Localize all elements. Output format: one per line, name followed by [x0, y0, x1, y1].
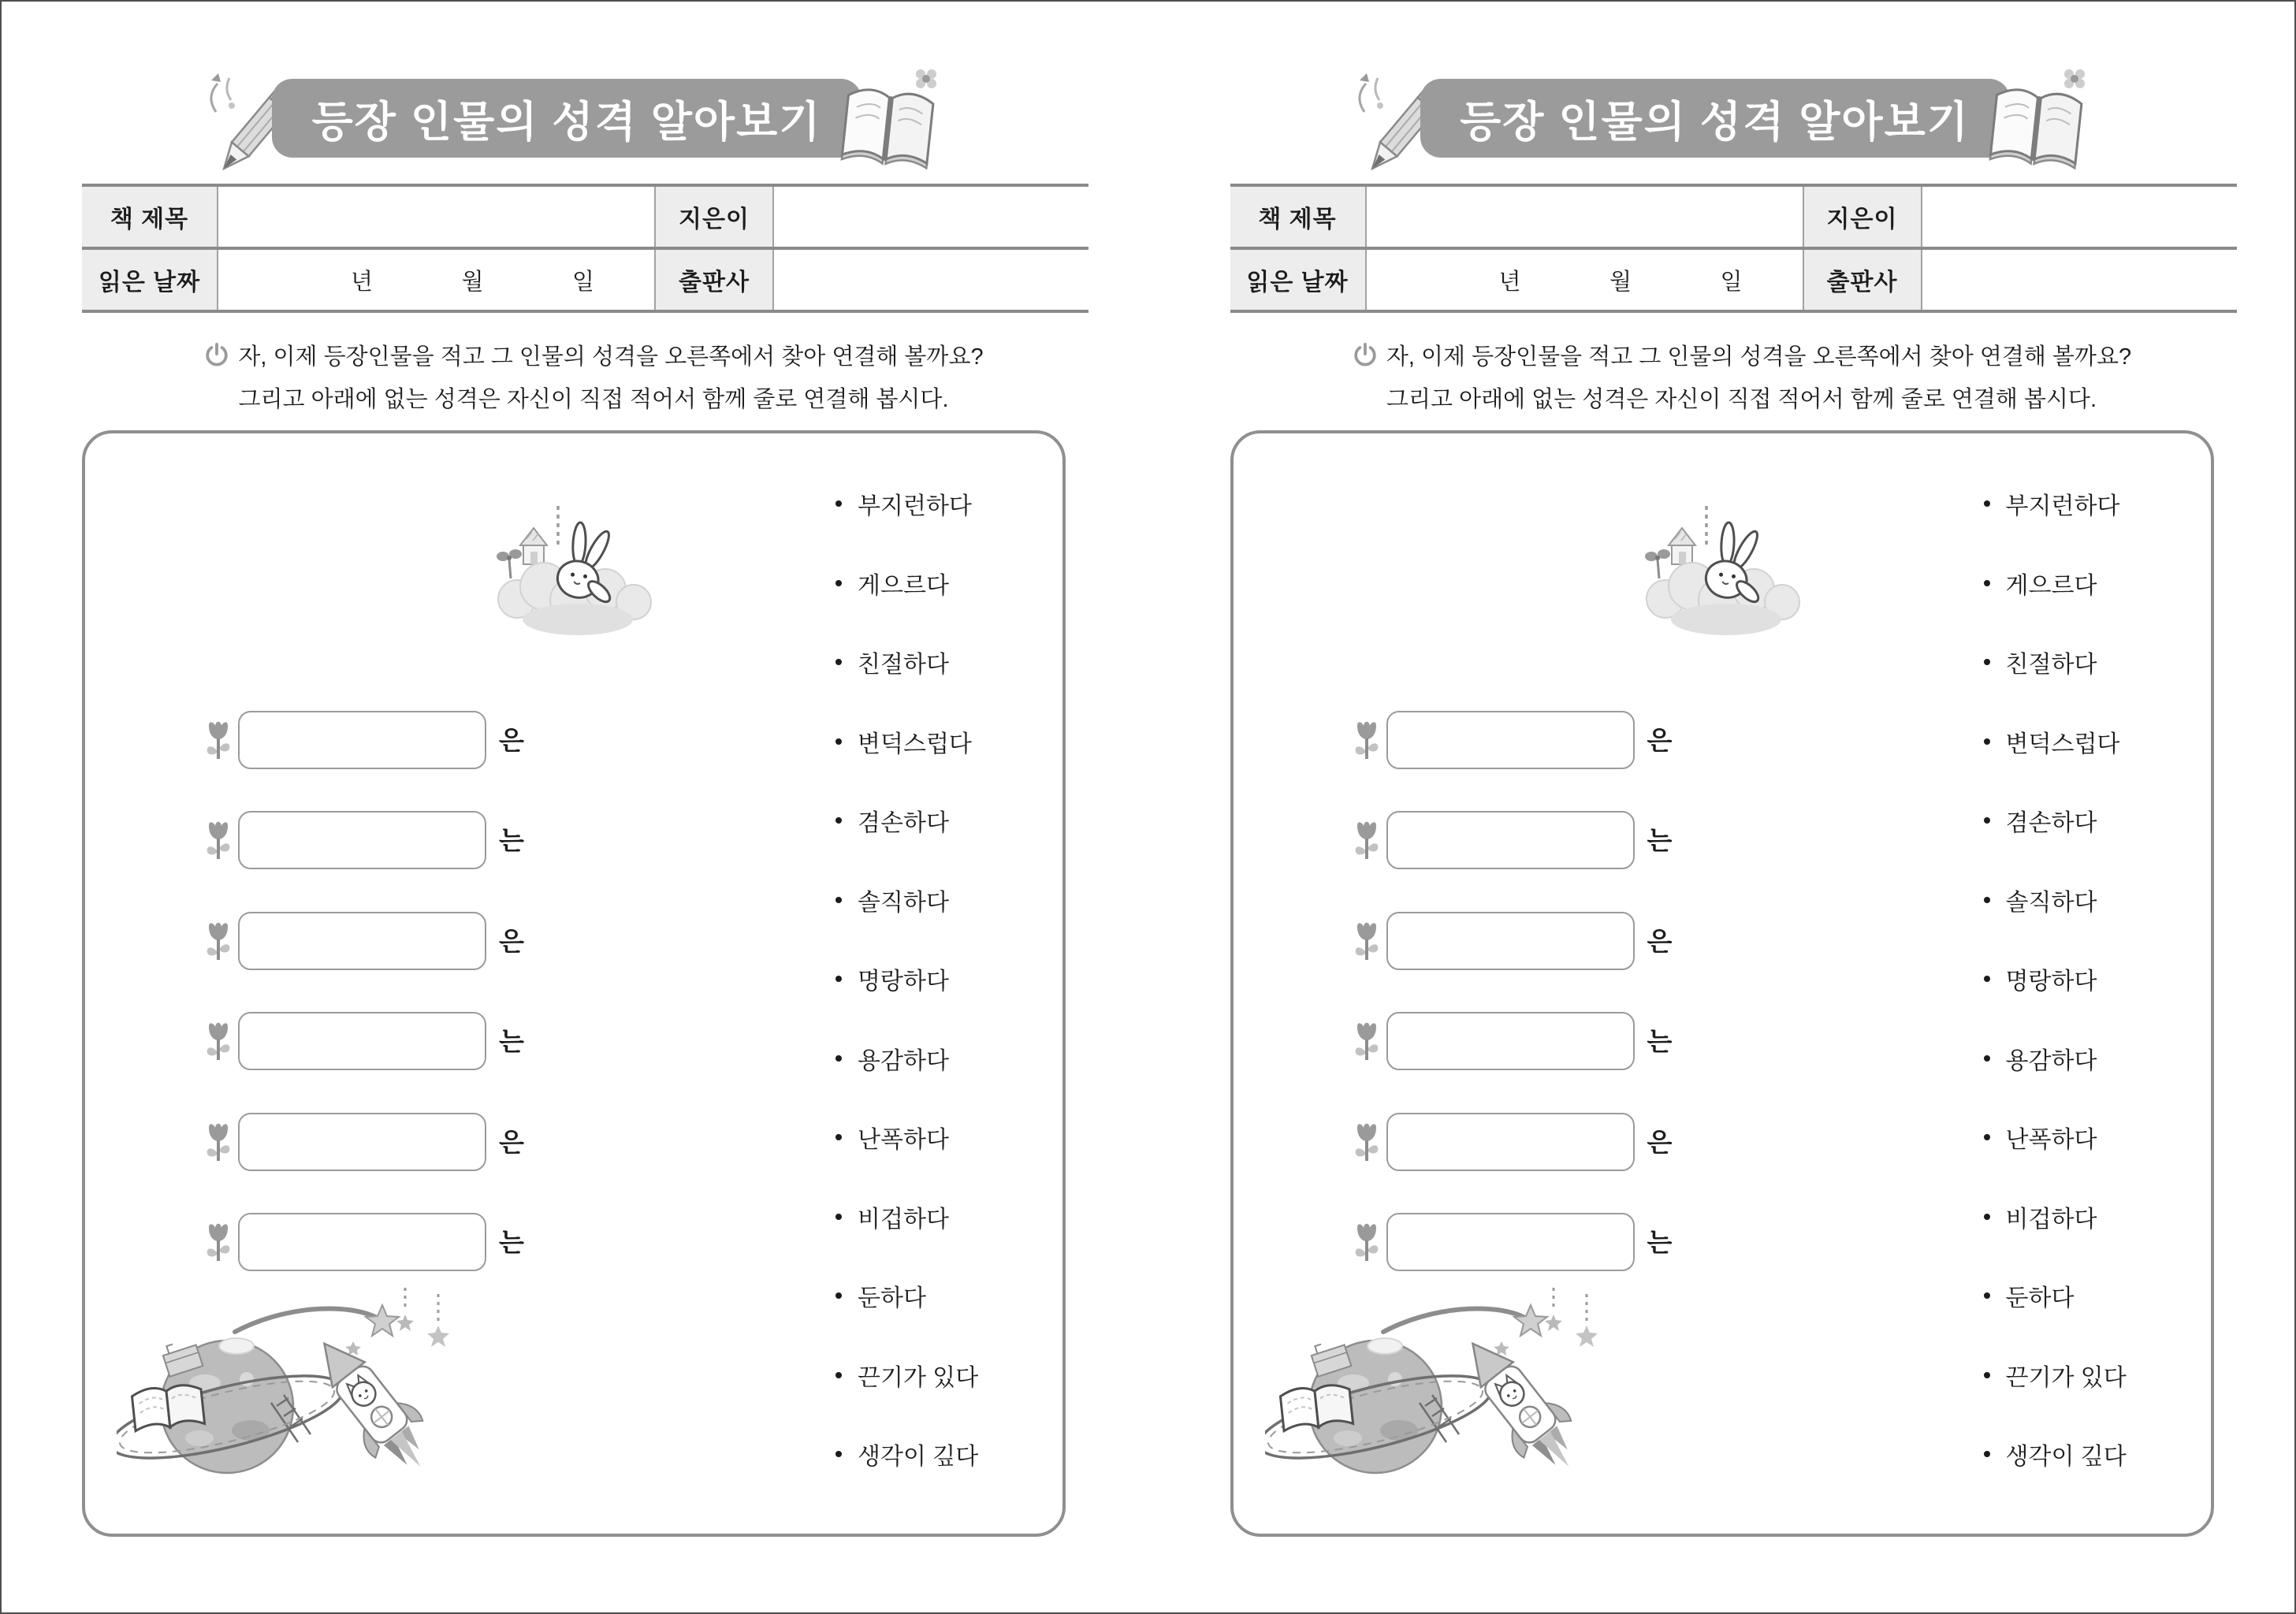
publisher-label: 출판사: [655, 248, 773, 311]
connector-dot[interactable]: [1984, 580, 1990, 586]
connector-dot[interactable]: [1984, 500, 1990, 507]
particle-label: 은: [499, 926, 524, 956]
trait-label: 솔직하다: [2005, 889, 2097, 916]
connector-dot[interactable]: [1984, 976, 1990, 982]
book-info-table: [1230, 184, 2237, 313]
trait-item: [1984, 805, 2097, 836]
trait-item: [835, 1201, 949, 1233]
month-unit-label: 월: [461, 269, 484, 295]
particle-label: 은: [1647, 1127, 1673, 1157]
author-field[interactable]: [773, 185, 1088, 248]
trait-label: 게으르다: [858, 572, 949, 599]
connector-dot[interactable]: [1984, 1372, 1990, 1378]
trait-label: 게으르다: [2005, 572, 2097, 599]
trait-item: [835, 1121, 949, 1153]
connector-dot[interactable]: [835, 1214, 842, 1220]
open-book-icon: [1981, 60, 2093, 186]
trait-label: 난폭하다: [2005, 1127, 2097, 1153]
particle-label: 는: [1647, 1026, 1673, 1056]
page-title: 등장 인물의 성격 알아보기: [1460, 98, 1970, 146]
power-icon: [1352, 342, 1379, 369]
instruction-line1: 자, 이제 등장인물을 적고 그 인물의 성격을 오른쪽에서 찾아 연결해 볼까요?: [238, 344, 984, 370]
title-banner: [272, 79, 861, 158]
trait-label: 비겁하다: [2005, 1206, 2097, 1233]
day-unit-label: 일: [1720, 269, 1743, 295]
worksheet-box: [82, 430, 1066, 1537]
trait-item: [1984, 1438, 2127, 1470]
year-unit-label: 년: [351, 269, 374, 295]
open-book-icon: [832, 60, 944, 186]
worksheet-box: [1230, 430, 2214, 1537]
publisher-field[interactable]: [773, 248, 1088, 311]
trait-label: 생각이 깊다: [2005, 1444, 2127, 1470]
particle-label: 은: [499, 1127, 524, 1157]
trait-item: [1984, 1043, 2097, 1074]
publisher-label: 출판사: [1803, 248, 1922, 311]
connector-dot[interactable]: [1984, 897, 1990, 903]
connector-dot[interactable]: [835, 1292, 842, 1299]
connector-dot[interactable]: [1984, 1055, 1990, 1062]
power-icon: [203, 342, 230, 369]
trait-label: 변덕스럽다: [858, 731, 972, 757]
trait-label: 솔직하다: [858, 889, 949, 916]
connector-dot[interactable]: [1984, 1451, 1990, 1457]
trait-item: [1984, 1121, 2097, 1153]
connector-dot[interactable]: [835, 897, 842, 903]
trait-item: [1984, 884, 2097, 916]
trait-label: 부지런하다: [858, 493, 972, 519]
connector-dot[interactable]: [835, 580, 842, 586]
trait-label: 명랑하다: [2005, 969, 2097, 995]
trait-label: 비겁하다: [858, 1206, 949, 1233]
book-info-table: [82, 184, 1088, 313]
instructions: [20, 339, 1148, 414]
book-title-field[interactable]: [1366, 185, 1803, 248]
trait-label: 둔하다: [858, 1285, 926, 1311]
particle-label: 는: [1647, 1227, 1673, 1257]
trait-item: [835, 1280, 926, 1311]
connector-dot[interactable]: [835, 1451, 842, 1457]
trait-label: 친절하다: [858, 652, 949, 678]
particle-label: 은: [1647, 926, 1673, 956]
trait-label: 명랑하다: [858, 969, 949, 995]
trait-item: [835, 805, 949, 836]
trait-label: 용감하다: [858, 1047, 949, 1074]
connector-dot[interactable]: [835, 1372, 842, 1378]
connector-dot[interactable]: [835, 976, 842, 982]
trait-item: [1984, 488, 2120, 519]
trait-item: [835, 884, 949, 916]
trait-item: [835, 567, 949, 599]
connector-dot[interactable]: [1984, 817, 1990, 824]
worksheet-page: [1148, 0, 2296, 1614]
trait-label: 난폭하다: [858, 1127, 949, 1153]
book-title-field[interactable]: [218, 185, 655, 248]
particle-label: 는: [499, 825, 524, 855]
connector-dot[interactable]: [1984, 1292, 1990, 1299]
trait-item: [1984, 1201, 2097, 1233]
trait-item: [835, 726, 972, 757]
connector-dot[interactable]: [835, 817, 842, 824]
trait-item: [835, 1359, 978, 1391]
publisher-field[interactable]: [1922, 248, 2237, 311]
trait-label: 생각이 깊다: [858, 1444, 979, 1470]
title-banner: [1420, 79, 2010, 158]
book-title-label: 책 제목: [1230, 185, 1366, 248]
trait-label: 부지런하다: [2005, 493, 2120, 519]
trait-item: [1984, 567, 2097, 599]
trait-item: [1984, 726, 2120, 757]
instruction-line2: 그리고 아래에 없는 성격은 자신이 직접 적어서 함께 줄로 연결해 봅시다.: [1386, 387, 2097, 412]
connector-dot[interactable]: [835, 1134, 842, 1140]
connector-dot[interactable]: [835, 1055, 842, 1062]
trait-item: [835, 1438, 978, 1470]
trait-label: 둔하다: [2005, 1285, 2075, 1311]
read-date-field[interactable]: [1366, 248, 1803, 311]
particle-label: 는: [499, 1026, 524, 1056]
particle-label: 은: [499, 725, 524, 755]
trait-label: 친절하다: [2005, 652, 2097, 678]
date-units: [218, 264, 654, 296]
connector-dot[interactable]: [1984, 1214, 1990, 1220]
month-unit-label: 월: [1609, 269, 1632, 295]
trait-item: [1984, 646, 2097, 678]
trait-label: 겸손하다: [2005, 810, 2097, 836]
trait-label: 끈기가 있다: [858, 1364, 979, 1391]
instruction-line1: 자, 이제 등장인물을 적고 그 인물의 성격을 오른쪽에서 찾아 연결해 볼까요?: [1386, 344, 2132, 370]
particle-label: 는: [1647, 825, 1673, 855]
trait-item: [835, 1043, 949, 1074]
page-title: 등장 인물의 성격 알아보기: [311, 98, 822, 146]
particle-label: 는: [499, 1227, 524, 1257]
planet-and-rocket-illustration: [117, 1285, 463, 1505]
planet-and-rocket-illustration: [1265, 1285, 1612, 1505]
instruction-line2: 그리고 아래에 없는 성격은 자신이 직접 적어서 함께 줄로 연결해 봅시다.: [238, 387, 949, 412]
connector-dot[interactable]: [1984, 659, 1990, 665]
trait-label: 용감하다: [2005, 1047, 2097, 1074]
trait-label: 변덕스럽다: [2005, 731, 2120, 757]
instructions: [1168, 339, 2296, 414]
connector-dot[interactable]: [1984, 738, 1990, 745]
read-date-label: 읽은 날짜: [1230, 248, 1366, 311]
trait-item: [1984, 1280, 2075, 1311]
book-title-label: 책 제목: [82, 185, 218, 248]
trait-item: [1984, 963, 2097, 995]
author-field[interactable]: [1922, 185, 2237, 248]
connector-dot[interactable]: [835, 738, 842, 745]
connector-dot[interactable]: [835, 500, 842, 507]
read-date-label: 읽은 날짜: [82, 248, 218, 311]
date-units: [1367, 264, 1803, 296]
trait-item: [835, 646, 949, 678]
particle-label: 은: [1647, 725, 1673, 755]
trait-label: 겸손하다: [858, 810, 949, 836]
trait-label: 끈기가 있다: [2005, 1364, 2127, 1391]
day-unit-label: 일: [571, 269, 594, 295]
connector-dot[interactable]: [1984, 1134, 1990, 1140]
year-unit-label: 년: [1498, 269, 1521, 295]
author-label: 지은이: [655, 185, 773, 248]
trait-item: [835, 488, 972, 519]
read-date-field[interactable]: [218, 248, 655, 311]
trait-item: [1984, 1359, 2127, 1391]
trait-item: [835, 963, 949, 995]
connector-dot[interactable]: [835, 659, 842, 665]
author-label: 지은이: [1803, 185, 1922, 248]
